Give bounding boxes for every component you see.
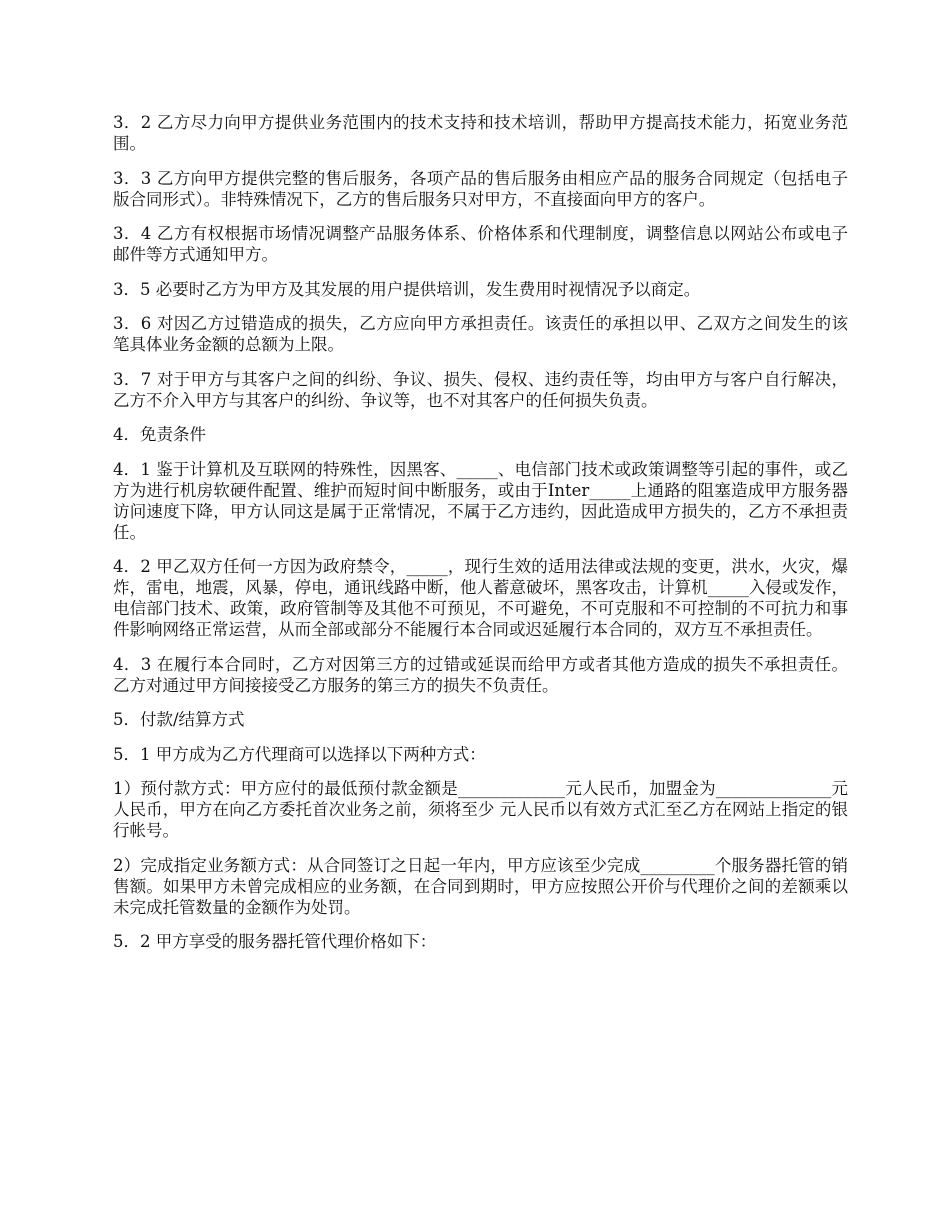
section-4-heading: 4．免责条件	[113, 425, 206, 444]
clause-5-1-option-1: 1）预付款方式：甲方应付的最低预付款金额是_____________元人民币，加盟金为______________元人民币，甲方在向乙方委托首次业务之前，须将至少 元人民币以有效方式汇至乙方在网站上指定的银行帐号。	[113, 779, 848, 840]
clause-4-3: 4．3 在履行本合同时，乙方对因第三方的过错或延误而给甲方或者其他方造成的损失不承担责任。乙方对通过甲方间接接受乙方服务的第三方的损失不负责任。	[113, 654, 848, 695]
section-5-heading: 5．付款/结算方式	[113, 710, 245, 729]
clause-5-1: 5．1 甲方成为乙方代理商可以选择以下两种方式：	[113, 744, 486, 764]
clause-4-2: 4．2 甲乙双方任何一方因为政府禁令，_____，现行生效的适用法律或法规的变更，洪水，火灾，爆炸，雷电，地震，风暴，停电，通讯线路中断，他人蓄意破坏，黑客攻击，计算机_____入侵或发作，电信部门技术、政策，政府管制等及其他不可预见，不可避免，不可克服和不可控制的不可抗力和事件影响网络正常运营，从而全部或部分不能履行本合同或迟延履行本合同的，双方互不承担责任。	[113, 557, 848, 639]
clause-5-2: 5．2 甲方享受的服务器托管代理价格如下：	[113, 932, 437, 951]
clause-3-2: 3．2 乙方尽力向甲方提供业务范围内的技术支持和技术培训，帮助甲方提高技术能力，拓宽业务范围。	[113, 113, 848, 153]
clause-3-6: 3．6 对因乙方过错造成的损失，乙方应向甲方承担责任。该责任的承担以甲、乙双方之间发生的该笔具体业务金额的总额为上限。	[113, 314, 848, 354]
clause-5-1-option-2: 2）完成指定业务额方式：从合同签订之日起一年内，甲方应该至少完成_________个服务器托管的销售额。如果甲方未曾完成相应的业务额，在合同到期时，甲方应按照公开价与代理价之间的差额乘以未完成托管数量的金额作为处罚。	[113, 855, 848, 917]
document-body	[113, 112, 848, 966]
clause-4-1: 4．1 鉴于计算机及互联网的特殊性，因黑客、_____、电信部门技术或政策调整等引起的事件，或乙方为进行机房软硬件配置、维护而短时间中断服务，或由于Inter_____上通路的阻塞造成甲方服务器访问速度下降，甲方认同这是属于正常情况，不属于乙方违约，因此造成甲方损失的，乙方不承担责任。	[113, 459, 848, 542]
clause-3-3: 3．3 乙方向甲方提供完整的售后服务，各项产品的售后服务由相应产品的服务合同规定（包括电子版合同形式）。非特殊情况下，乙方的售后服务只对甲方，不直接面向甲方的客户。	[113, 168, 848, 209]
clause-3-5: 3．5 必要时乙方为甲方及其发展的用户提供培训，发生费用时视情况予以商定。	[113, 279, 701, 299]
clause-3-7: 3．7 对于甲方与其客户之间的纠纷、争议、损失、侵权、违约责任等，均由甲方与客户自行解决，乙方不介入甲方与其客户的纠纷、争议等，也不对其客户的任何损失负责。	[113, 369, 848, 410]
clause-3-4: 3．4 乙方有权根据市场情况调整产品服务体系、价格体系和代理制度，调整信息以网站公布或电子邮件等方式通知甲方。	[113, 224, 848, 264]
